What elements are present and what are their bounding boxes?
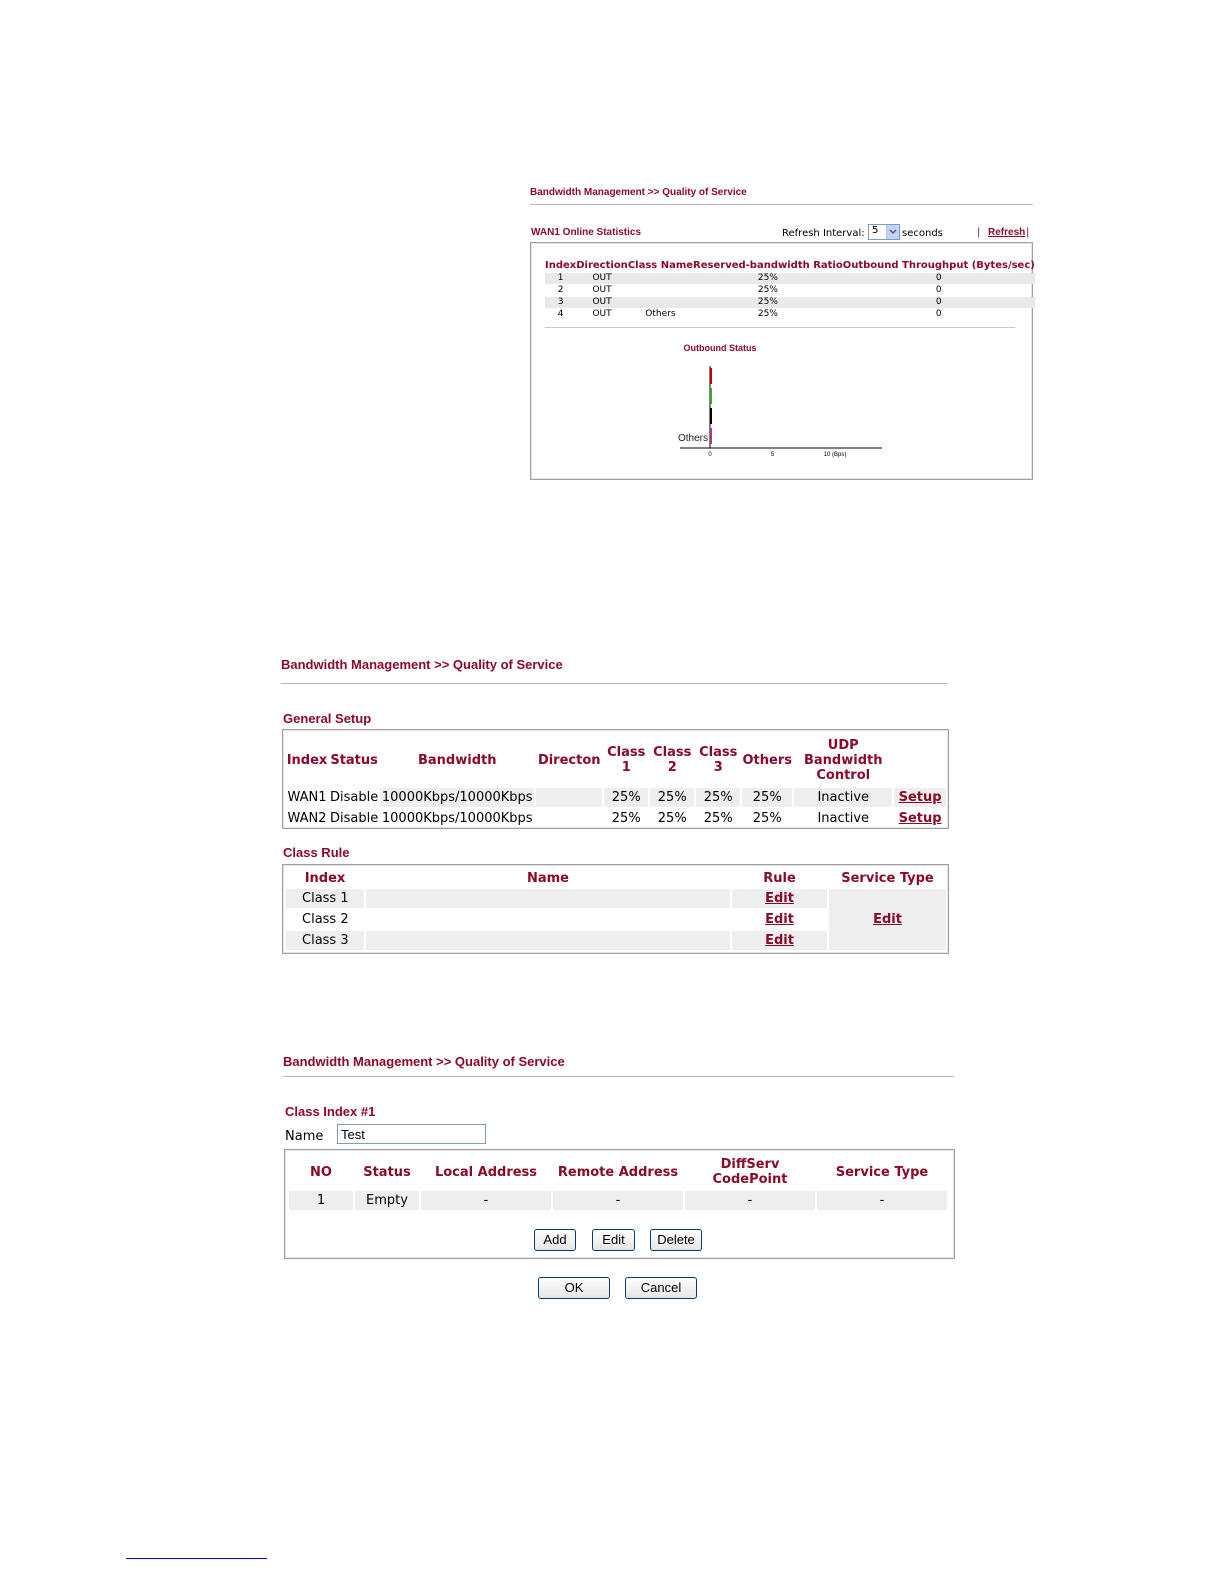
table-row[interactable] (289, 1191, 947, 1210)
cell-udp: Inactive (794, 788, 892, 807)
col-diffserv-b: CodePoint (712, 1172, 788, 1187)
col-class2 (650, 734, 694, 786)
class-index-table (287, 1153, 949, 1212)
col-class1 (604, 734, 648, 786)
panel2-divider (281, 683, 948, 684)
cell-name (366, 931, 730, 950)
chart-bar (710, 408, 712, 424)
col-others-label: Others (742, 752, 792, 768)
col-name: Name (526, 870, 569, 886)
general-setup-title: General Setup (283, 711, 372, 726)
wan1-stats-table (545, 257, 1035, 321)
col-udp (794, 734, 892, 786)
delete-button[interactable]: Delete (650, 1229, 702, 1251)
col-action (894, 734, 946, 786)
cell-index: WAN1 (287, 790, 327, 805)
cell-ratio: 25% (757, 285, 778, 295)
col-others (742, 734, 792, 786)
ok-button[interactable]: OK (538, 1277, 610, 1299)
cell-direction (536, 788, 602, 807)
panel1-breadcrumb: Bandwidth Management >> Quality of Service (530, 187, 747, 198)
col-service-type (817, 1155, 947, 1189)
table-row (545, 297, 1035, 308)
cell-name (366, 889, 730, 908)
chart-bar (710, 388, 712, 404)
general-setup-table (284, 732, 948, 830)
cell-class-name (628, 273, 693, 284)
cell-index: Class 2 (302, 912, 349, 927)
col-class3-a: Class (699, 745, 738, 760)
col-remote-label: Remote Address (557, 1164, 679, 1180)
col-index: Index (545, 259, 577, 271)
cell-remote-address: - (553, 1191, 683, 1210)
col-remote-address (553, 1155, 683, 1189)
panel3-divider (283, 1076, 954, 1077)
table-header-row (286, 869, 946, 887)
class-index-title: Class Index #1 (285, 1104, 376, 1119)
cell-class-name: Others (645, 309, 676, 319)
refresh-link[interactable]: Refresh (988, 227, 1026, 238)
cell-index: 1 (545, 273, 576, 284)
col-class-name: Class Name (627, 259, 694, 271)
col-status-label: Status (330, 752, 378, 768)
refresh-interval-select[interactable] (868, 224, 900, 240)
col-no-label: NO (310, 1164, 332, 1180)
footer-rule (126, 1558, 267, 1559)
cell-udp: Inactive (817, 811, 870, 826)
table-header-row (289, 1155, 947, 1189)
col-class1-a: Class (607, 745, 646, 760)
col-direction (536, 734, 602, 786)
table-row (286, 889, 946, 908)
separator-right: | (1026, 227, 1030, 238)
chevron-down-icon[interactable] (886, 225, 899, 239)
separator-left: | (977, 227, 981, 238)
chart-tick-label: 10 (Bps) (823, 452, 847, 458)
service-type-edit-link[interactable]: Edit (873, 912, 902, 927)
cell-no: 1 (289, 1191, 353, 1210)
cell-throughput: 0 (935, 309, 942, 319)
col-status-label: Status (363, 1164, 411, 1180)
stats-table-divider (545, 327, 1015, 328)
rule-edit-link-class1[interactable]: Edit (765, 891, 794, 906)
refresh-interval-value: 5 (872, 225, 879, 236)
rule-edit-link-class3[interactable]: Edit (765, 933, 794, 948)
table-row (286, 809, 946, 828)
cell-throughput: 0 (843, 273, 1035, 284)
cell-class2: 25% (657, 811, 687, 826)
cell-ratio: 25% (757, 309, 778, 319)
table-header-row (286, 734, 946, 786)
panel3-breadcrumb: Bandwidth Management >> Quality of Service (283, 1054, 565, 1069)
col-class2-a: Class (653, 745, 692, 760)
col-service-type: Service Type (841, 870, 934, 886)
col-ratio: Reserved-bandwidth Ratio (693, 259, 843, 271)
col-udp-b: Bandwidth (803, 752, 883, 768)
cell-class3: 25% (703, 811, 733, 826)
col-udp-c: Control (816, 767, 871, 783)
panel1-divider (530, 204, 1033, 205)
col-direction-label: Directon (537, 752, 601, 768)
cell-class-name (628, 285, 693, 296)
wan1-stats-title: WAN1 Online Statistics (531, 227, 642, 238)
col-throughput: Outbound Throughput (Bytes/sec) (842, 259, 1035, 271)
col-status (330, 734, 378, 786)
cell-direction: OUT (592, 285, 612, 295)
cell-index: 4 (557, 309, 564, 319)
cell-index: Class 3 (286, 931, 364, 950)
cell-status: Empty (355, 1191, 419, 1210)
col-diffserv (685, 1155, 815, 1189)
rule-edit-link-class2[interactable]: Edit (765, 912, 794, 927)
setup-link-wan2[interactable]: Setup (898, 811, 942, 826)
cell-index: Class 1 (286, 889, 364, 908)
cell-class2: 25% (650, 788, 694, 807)
col-index (286, 734, 328, 786)
table-row (545, 309, 1035, 320)
cell-direction (536, 809, 602, 828)
cell-bandwidth: 10000Kbps/10000Kbps (381, 790, 533, 805)
col-service-label: Service Type (835, 1164, 929, 1180)
edit-button[interactable]: Edit (592, 1229, 635, 1251)
setup-link-wan1[interactable]: Setup (898, 790, 942, 805)
cell-direction: OUT (576, 297, 628, 308)
col-status (355, 1155, 419, 1189)
col-direction: Direction (576, 259, 628, 271)
table-row (545, 273, 1035, 284)
col-rule: Rule (763, 870, 796, 886)
col-class3 (696, 734, 740, 786)
col-udp-a: UDP (827, 737, 859, 753)
col-index: Index (304, 870, 346, 886)
cell-service-type: - (817, 1191, 947, 1210)
table-header-row (545, 258, 1035, 272)
seconds-label: seconds (902, 228, 943, 239)
col-local-label: Local Address (434, 1164, 538, 1180)
cell-class3: 25% (696, 788, 740, 807)
cell-status: Disable (330, 790, 379, 805)
cell-others: 25% (742, 788, 792, 807)
add-button[interactable]: Add (534, 1229, 576, 1251)
col-local-address (421, 1155, 551, 1189)
refresh-interval-label: Refresh Interval: (782, 228, 865, 239)
panel2-breadcrumb: Bandwidth Management >> Quality of Service (281, 657, 563, 672)
name-input[interactable] (337, 1124, 486, 1144)
cancel-button[interactable]: Cancel (625, 1277, 697, 1299)
cell-throughput: 0 (843, 297, 1035, 308)
chart-tick-label: 5 (770, 452, 775, 458)
cell-class1: 25% (611, 811, 641, 826)
col-bandwidth (380, 734, 534, 786)
cell-ratio: 25% (693, 273, 843, 284)
cell-direction: OUT (592, 309, 612, 319)
class-rule-table (284, 867, 948, 952)
chart-bar (710, 428, 712, 444)
cell-name (366, 910, 730, 929)
table-row (545, 285, 1035, 296)
cell-diffserv: - (685, 1191, 815, 1210)
cell-bandwidth: 10000Kbps/10000Kbps (381, 811, 533, 826)
chart-tick-label: 0 (708, 452, 712, 458)
cell-index: 3 (545, 297, 576, 308)
cell-class-name (628, 297, 693, 308)
cell-class1: 25% (604, 788, 648, 807)
cell-ratio: 25% (693, 297, 843, 308)
outbound-status-chart (660, 338, 900, 462)
col-diffserv-a: DiffServ (720, 1157, 780, 1172)
col-class2-b: 2 (667, 760, 677, 775)
cell-index: 2 (557, 285, 564, 295)
cell-status: Disable (330, 811, 379, 826)
cell-local-address: - (421, 1191, 551, 1210)
class-rule-title: Class Rule (283, 845, 350, 860)
col-index-label: Index (286, 752, 328, 768)
col-no (289, 1155, 353, 1189)
col-bandwidth-label: Bandwidth (417, 752, 497, 768)
cell-direction: OUT (576, 273, 628, 284)
chart-bar (710, 368, 712, 384)
cell-index: WAN2 (287, 811, 327, 826)
chart-title: Outbound Status (683, 343, 757, 353)
name-label: Name (285, 1129, 324, 1144)
cell-throughput: 0 (935, 285, 942, 295)
col-class1-b: 1 (621, 760, 631, 775)
col-class3-b: 3 (713, 760, 723, 775)
chart-category-label: Others (677, 433, 708, 444)
cell-others: 25% (752, 811, 782, 826)
table-row (286, 788, 946, 807)
